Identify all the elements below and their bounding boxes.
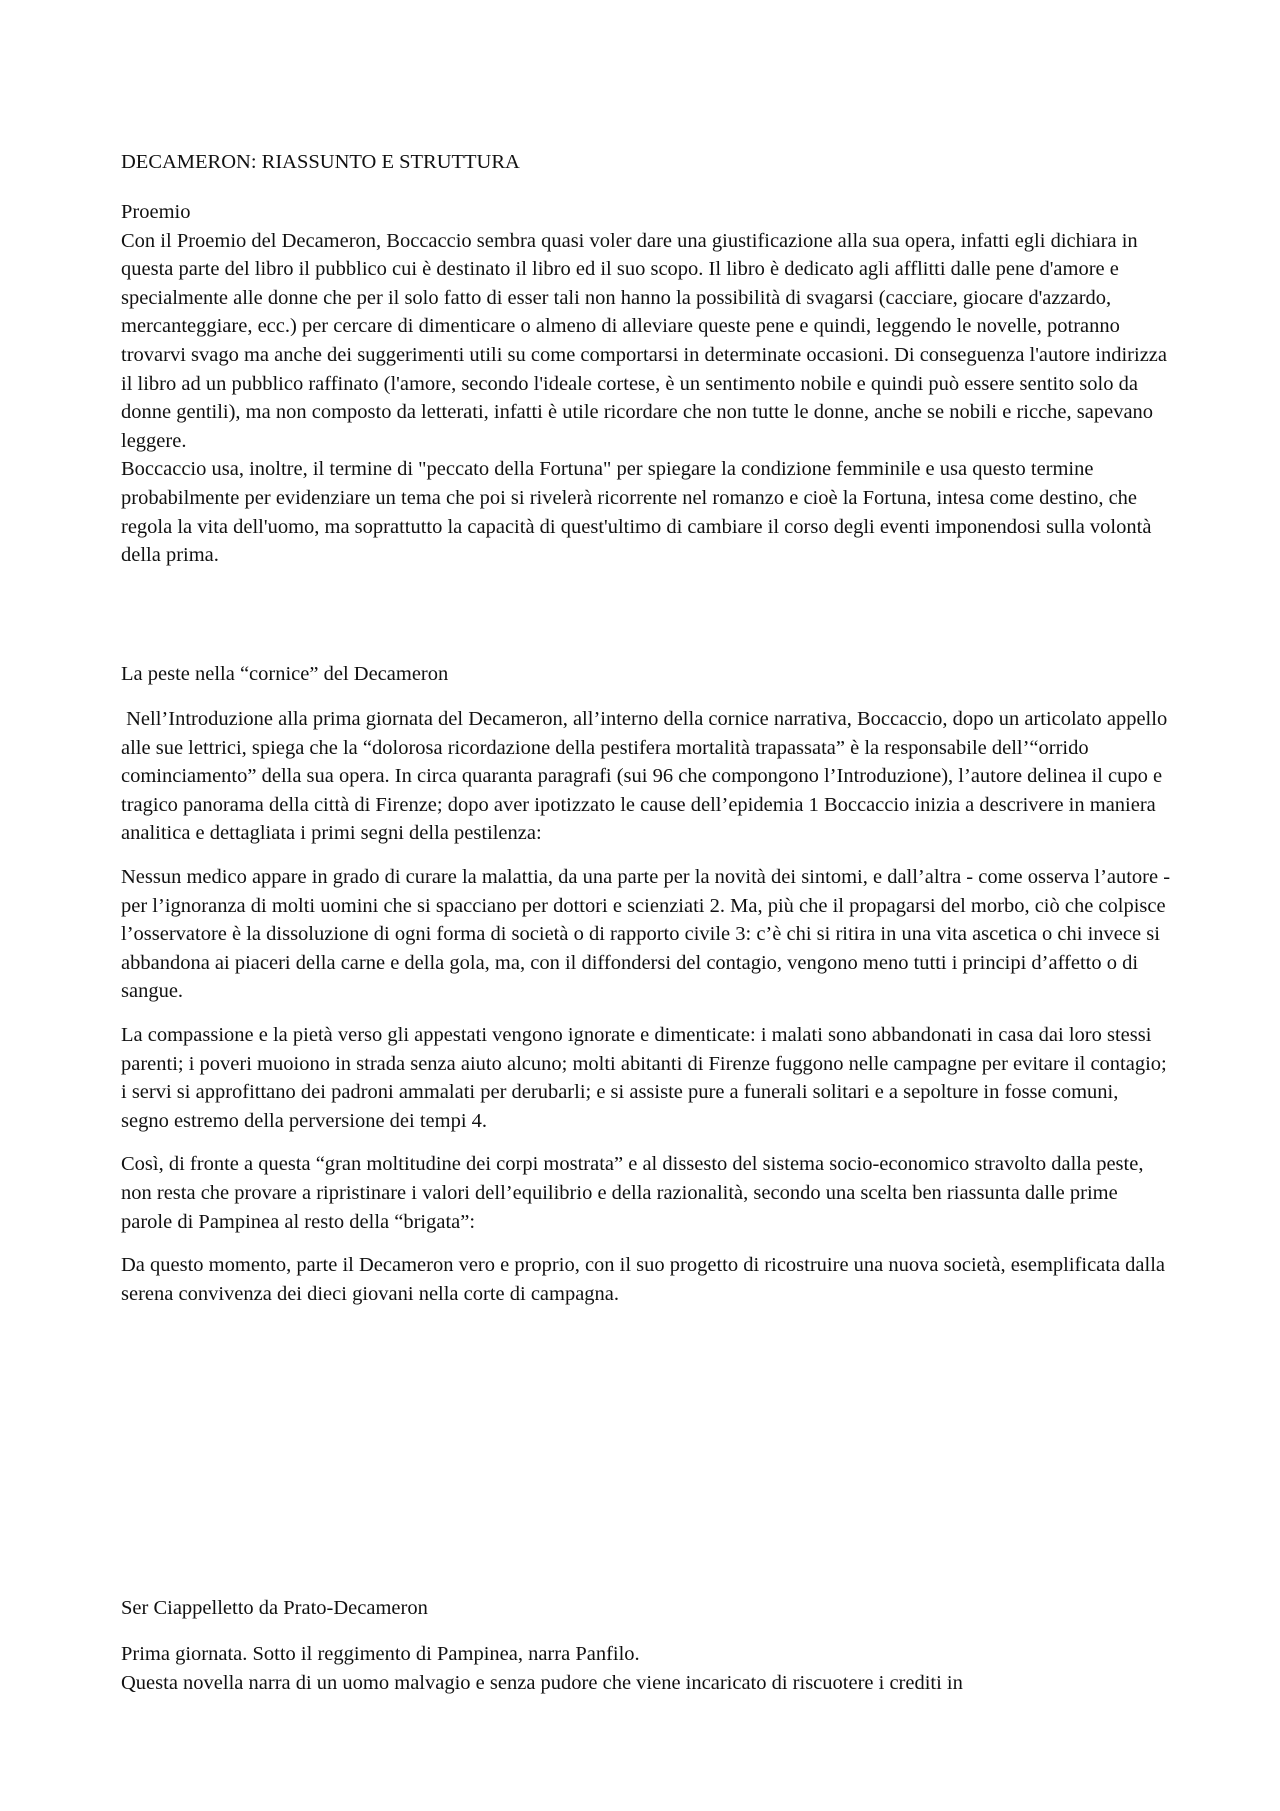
section-heading: Ser Ciappelletto da Prato-Decameron: [121, 1597, 428, 1619]
paragraph: La compassione e la pietà verso gli appestati vengono ignorate e dimenticate: i malati sono abbandonati in casa dai loro stessi parenti; i poveri muoiono in strada senza aiuto alcuno; molti abitanti di Firenze fuggono nelle campagne per evitare il contagio; i servi si approfittano dei padroni ammalati per derubarli; e si assiste pure a funerali solitari e a sepolture in fosse comuni, segno estremo della perversione dei tempi 4.: [121, 1023, 1167, 1132]
paragraph: Boccaccio usa, inoltre, il termine di "peccato della Fortuna" per spiegare la condizione femminile e usa questo termine probabilmente per evidenziare un tema che poi si rivelerà ricorrente nel romanzo e cioè la Fortuna, intesa come destino, che regola la vita dell'uomo, ma soprattutto la capacità di quest'ultimo di cambiare il corso degli eventi imponendosi sulla volontà della prima.: [121, 458, 1152, 567]
paragraph: Così, di fronte a questa “gran moltitudine dei corpi mostrata” e al dissesto del sistema socio-economico stravolto dalla peste, non resta che provare a ripristinare i valori dell’equilibrio e della razionalità, secondo una scelta ben riassunta dalle prime parole di Pampinea al resto della “brigata”:: [121, 1153, 1144, 1233]
paragraph: Nell’Introduzione alla prima giornata del Decameron, all’interno della cornice narrativa, Boccaccio, dopo un articolato appello alle sue lettrici, spiega che la “dolorosa ricordazione della pestifera mortalità trapassata” è la responsabile dell’“orrido cominciamento” della sua opera. In circa quaranta paragrafi (sui 96 che compongono l’Introduzione), l’autore delinea il cupo e tragico panorama della città di Firenze; dopo aver ipotizzato le cause dell’epidemia 1 Boccaccio inizia a descrivere in maniera analitica e dettagliata i primi segni della pestilenza:: [121, 708, 1173, 845]
section-proemio: [121, 198, 1171, 570]
section-heading: La peste nella “cornice” del Decameron: [121, 663, 449, 685]
paragraph: Prima giornata. Sotto il reggimento di Pampinea, narra Panfilo.: [121, 1643, 640, 1665]
section-ciappelletto: [121, 1640, 1171, 1697]
paragraph: Nessun medico appare in grado di curare la malattia, da una parte per la novità dei sintomi, e dall’altra - come osserva l’autore - per l’ignoranza di molti uomini che si spacciano per dottori e scienziati 2. Ma, più che il propagarsi del morbo, ciò che colpisce l’osservatore è la dissoluzione di ogni forma di società o di rapporto civile 3: c’è chi si ritira in una vita ascetica o chi invece si abbandona ai piaceri della carne e della gola, ma, con il diffondersi del contagio, vengono meno tutti i principi d’affetto o di sangue.: [121, 865, 1171, 1003]
paragraph: Con il Proemio del Decameron, Boccaccio sembra quasi voler dare una giustificazione alla sua opera, infatti egli dichiara in questa parte del libro il pubblico cui è destinato il libro ed il suo scopo. Il libro è dedicato agli afflitti dalle pene d'amore e specialmente alle donne che per il solo fatto di esser tali non hanno la possibilità di svagarsi (cacciare, giocare d'azzardo, mercanteggiare, ecc.) per cercare di dimenticare o almeno di alleviare queste pene e quindi, leggendo le novelle, potranno trovarvi svago ma anche dei suggerimenti utili su come comportarsi in determinate occasioni. Di conseguenza l'autore indirizza il libro ad un pubblico raffinato (l'amore, secondo l'ideale cortese, è un sentimento nobile e quindi può essere sentito solo da donne gentili), ma non composto da letterati, infatti è utile ricordare che non tutte le donne, anche se nobili e ricche, sapevano leggere.: [121, 229, 1167, 452]
section-peste: [121, 705, 1171, 1308]
paragraph: Questa novella narra di un uomo malvagio e senza pudore che viene incaricato di riscuotere i crediti in: [121, 1671, 963, 1694]
paragraph: Da questo momento, parte il Decameron vero e proprio, con il suo progetto di ricostruire una nuova società, esemplificata dalla serena convivenza dei dieci giovani nella corte di campagna.: [121, 1254, 1166, 1305]
document-title: DECAMERON: RIASSUNTO E STRUTTURA: [121, 151, 520, 173]
section-heading: Proemio: [121, 201, 191, 223]
